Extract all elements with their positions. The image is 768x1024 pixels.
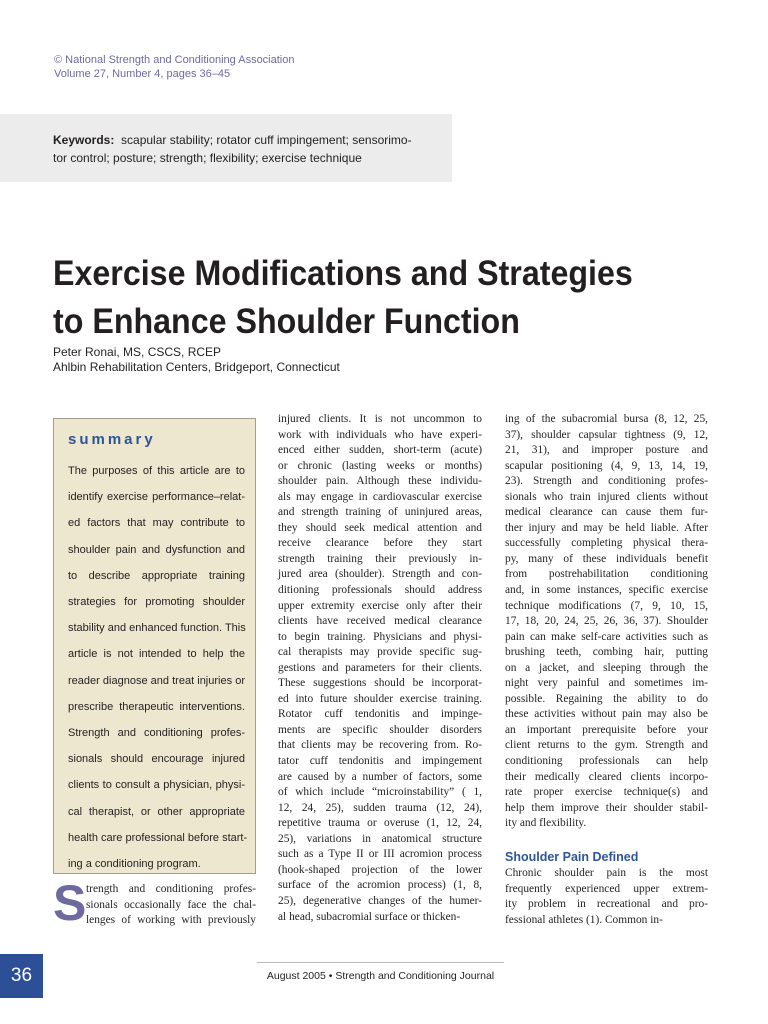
body-line: gestions and parameters for their clients. (278, 661, 482, 674)
body-line: sionals occasionally face the chal- (86, 898, 256, 911)
body-line: upper extremity exercise only after their (278, 599, 482, 612)
body-line: Rotator cuff tendonitis and impinge- (278, 708, 482, 721)
body-line: scapular positioning (4, 9, 13, 14, 19, (505, 459, 708, 472)
summary-line: cal therapist, or other appropriate (68, 805, 245, 818)
body-line: 12, 24, 25), sudden trauma (12, 24), (278, 801, 482, 814)
body-line: night very painful and sometimes im- (505, 677, 708, 690)
body-line: technique modifications (7, 9, 10, 15, (505, 599, 708, 612)
body-line: they should seek medical attention and (278, 521, 482, 534)
author-affiliation: Ahlbin Rehabilitation Centers, Bridgeport, Connecticut (53, 360, 340, 374)
body-column-3 (505, 412, 708, 832)
body-line: strength training their previously in- (278, 552, 482, 565)
body-line: enced either sudden, short-term (acute) (278, 444, 482, 457)
page-number-box (0, 954, 43, 998)
body-line: al head, subacromial surface or thicken- (278, 910, 461, 923)
drop-cap: S (53, 875, 87, 931)
body-line: are caused by a number of factors, some (278, 770, 482, 783)
summary-line: shoulder pain and dysfunction and (68, 543, 245, 556)
body-line: help them improve their shoulder stabil- (505, 801, 708, 814)
body-line: Chronic shoulder pain is the most (505, 867, 708, 879)
body-line: 23). Strength and conditioning profes- (505, 475, 708, 488)
body-line: conditioning professionals can help (505, 755, 708, 768)
summary-line: clients to consult a physician, physi- (68, 779, 245, 792)
body-line: to begin training. Physicians and physi- (278, 630, 482, 643)
body-line: 37), shoulder capsular tightness (9, 12, (505, 428, 708, 441)
body-line: ing of the subacromial bursa (8, 12, 25, (505, 413, 708, 425)
summary-line: identify exercise performance–relat- (68, 491, 245, 504)
summary-line: ing a conditioning program. (68, 858, 201, 871)
body-line: 21, 31), and improper posture and (505, 444, 708, 457)
footer-journal: August 2005 • Strength and Conditioning Journal (266, 970, 495, 982)
summary-line: stability and enhanced function. This (68, 622, 246, 635)
body-line: These suggestions should be incorporat- (278, 677, 482, 690)
body-line: jured area (shoulder). Strength and con- (278, 568, 482, 581)
body-line: ther injury and may be held liable. After (505, 521, 708, 534)
body-line: ments are specific shoulder disorders (278, 723, 482, 736)
copyright-line: © National Strength and Conditioning Association (54, 54, 295, 66)
footer-divider (257, 962, 504, 963)
body-line: and strength training of uninjured areas, (278, 506, 482, 519)
body-line: or chronic (lasting weeks or months) (278, 459, 482, 472)
summary-line: reader diagnose and treat injuries or (68, 674, 245, 687)
summary-line: health care professional before start- (68, 831, 248, 844)
body-line: such as a Type II or III acromion process (278, 848, 482, 861)
body-line: of which include “microinstability” ( 1, (278, 786, 482, 799)
summary-line: to describe appropriate training (68, 569, 245, 582)
section-heading: Shoulder Pain Defined (505, 850, 639, 864)
summary-line: article is not intended to help the (68, 648, 245, 661)
body-line: an important prerequisite before your (505, 723, 708, 736)
author-name: Peter Ronai, MS, CSCS, RCEP (53, 345, 222, 359)
body-line: receive clearance before they start (278, 537, 482, 550)
body-line: that clients may be recovering from. Ro- (278, 739, 482, 752)
body-line: 17, 18, 20, 24, 25, 26, 36, 37). Shoulder (505, 615, 708, 628)
summary-box (53, 418, 256, 874)
body-column-1 (86, 882, 256, 929)
body-line: frequently experienced upper extrem- (505, 882, 708, 895)
summary-body (68, 458, 248, 877)
body-line: pain can make self-care activities such as (505, 630, 708, 643)
body-line: sionals who train injured clients without (505, 490, 708, 503)
body-line: fessional athletes (1). Common in- (505, 913, 663, 926)
body-column-2 (278, 412, 482, 925)
body-line: medical clearance can cause them fur- (505, 506, 708, 519)
keywords-box (0, 114, 452, 182)
body-line: client returns to the gym. Strength and (505, 739, 708, 752)
summary-line: sionals should encourage injured (68, 753, 245, 766)
body-line: and, in some instances, specific exercise (505, 584, 708, 597)
body-line: clients have received medical clearance (278, 615, 482, 628)
body-line: brushing teeth, combing hair, putting (505, 646, 708, 659)
keywords-text (53, 131, 438, 167)
body-line: possible. Regaining the ability to do (505, 692, 708, 705)
summary-line: The purposes of this article are to (68, 465, 245, 477)
body-line: 25), variations in anatomical structure (278, 832, 482, 845)
body-line: from postrehabilitation conditioning (505, 568, 708, 581)
body-line: their medically cleared clients incorpo- (505, 770, 708, 783)
copyright-notice (54, 53, 294, 81)
body-line: shoulder pain. Although these individu- (278, 475, 482, 488)
body-line: als may engage in cardiovascular exercise (278, 490, 482, 503)
body-line: on a jacket, and sleeping through the (505, 661, 708, 674)
body-line: surface of the acromion process) (1, 8, (278, 879, 482, 892)
body-line: these activities without pain may also be (505, 708, 708, 721)
body-line: 25), degenerative changes of the humer- (278, 894, 482, 907)
body-line: work with individuals who have experi- (278, 428, 482, 441)
body-line: ed into future shoulder exercise training. (278, 692, 482, 705)
keywords-label: Keywords: (53, 133, 115, 147)
article-title (53, 250, 633, 346)
body-line: tator cuff tendonitis and impingement (278, 755, 482, 768)
keywords-line-1: scapular stability; rotator cuff impingement; sensorimo- (121, 133, 412, 147)
summary-line: strategies for promoting shoulder (68, 596, 245, 609)
summary-line: ed factors that may contribute to (68, 517, 245, 530)
summary-line: prescribe therapeutic interventions. (68, 700, 245, 713)
author-block (53, 345, 340, 375)
title-line-1: Exercise Modifications and Strategies (53, 254, 633, 293)
keywords-line-2: tor control; posture; strength; flexibility; exercise technique (53, 151, 362, 165)
body-line: lenges of working with previously (86, 914, 256, 927)
body-column-3-continued (505, 866, 708, 928)
body-line: py, many of these individuals benefit (505, 552, 708, 565)
body-line: ity problem in recreational and pro- (505, 898, 708, 911)
body-line: ditioning professionals should address (278, 584, 482, 597)
summary-line: Strength and conditioning profes- (68, 727, 245, 740)
body-line: cal therapists may provide specific sug- (278, 646, 482, 659)
body-line: repetitive trauma or overuse (1, 12, 24, (278, 817, 482, 830)
volume-line: Volume 27, Number 4, pages 36–45 (54, 68, 231, 80)
summary-heading: summary (68, 431, 156, 448)
body-line: trength and conditioning profes- (86, 883, 256, 895)
body-line: injured clients. It is not uncommon to (278, 413, 482, 425)
body-line: rate proper exercise technique(s) and (505, 786, 708, 799)
title-line-2: to Enhance Shoulder Function (53, 302, 520, 341)
body-line: (hook-shaped projection of the lower (278, 863, 482, 876)
body-line: ity and flexibility. (505, 817, 587, 830)
body-line: successfully completing physical thera- (505, 537, 708, 550)
page-number: 36 (10, 965, 33, 986)
